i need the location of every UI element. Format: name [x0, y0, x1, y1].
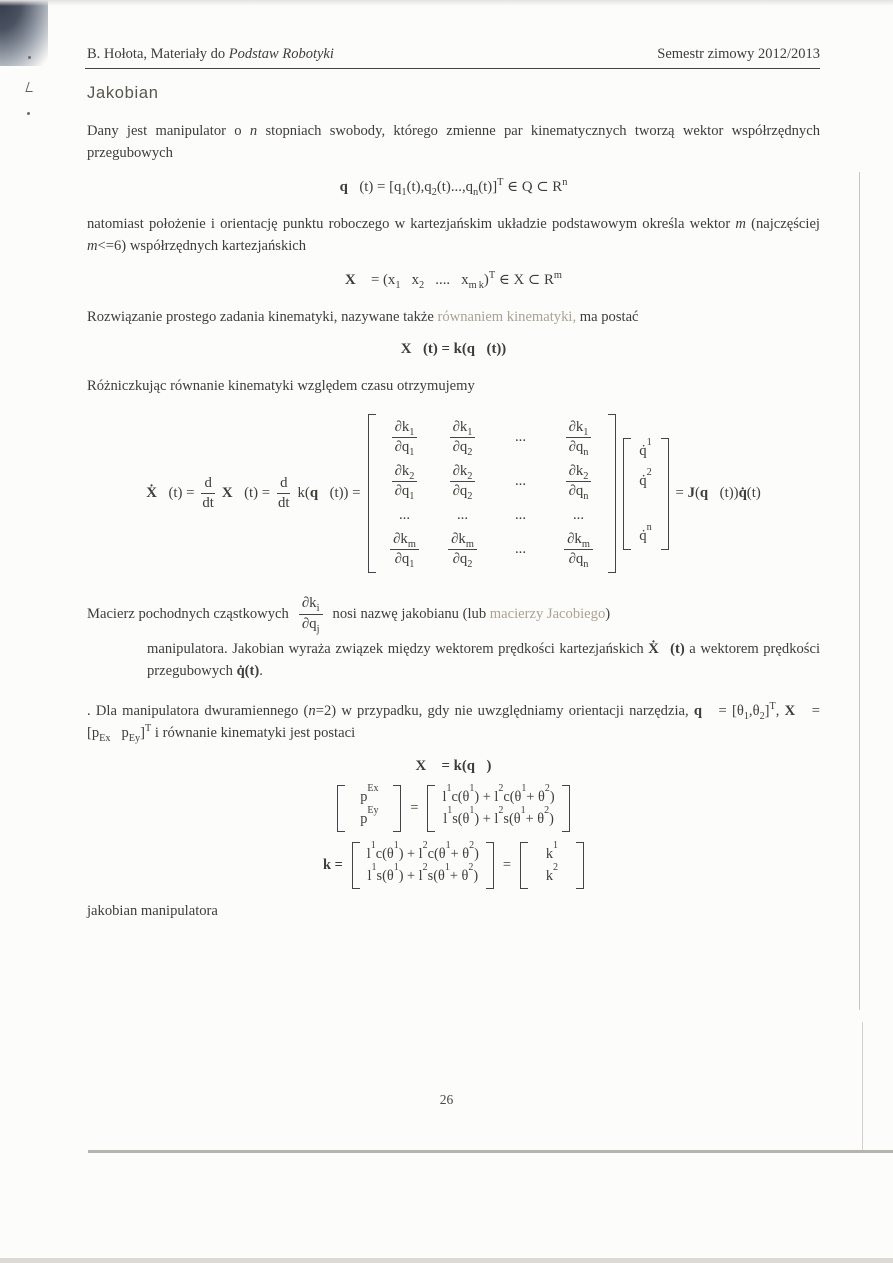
equation-x-k-q: X⃗ = k(q⃗) — [415, 757, 492, 774]
right-bracket — [608, 414, 616, 573]
matrix-cell: $\frac{\partial k_2}{\partial q_n}$ — [558, 463, 600, 500]
matrix-cell: l 1 c(θ 1 ) + l 2 c(θ 1 + θ 2 ) — [442, 782, 555, 805]
left-bracket — [352, 842, 360, 889]
matrix-cell: $\frac{\partial k_1}{\partial q_1}$ — [384, 419, 426, 456]
matrix-row — [442, 804, 554, 828]
matrix-cell: k 1 — [545, 839, 559, 862]
qdot-vector — [623, 438, 669, 550]
matrix-cell: $\frac{\partial k_m}{\partial q_1}$ — [384, 531, 426, 568]
header-rule — [85, 68, 820, 69]
matrix-cell: ... — [514, 429, 527, 446]
right-bracket — [576, 842, 584, 889]
k-vector — [352, 839, 494, 889]
forward-kinematics-vector — [427, 782, 569, 832]
paragraph-intro: Dany jest manipulator o n stopniach swobody, którego zmienne par kinematycznych tworzą wektor współrzędnych przegubowych — [87, 123, 820, 161]
scan-bottom-line — [88, 1150, 893, 1153]
equation-q-vector: q⃗(t) = $[q_1(t),q_2(t)...,q_n(t)]^T$ ∈ Q ⊂ $R^n$ — [339, 176, 568, 198]
matrix-cell: l 1 c(θ 1 ) + l 2 c(θ 1 + θ 2 ) — [366, 839, 479, 862]
scan-vertical-line — [862, 1022, 863, 1150]
paragraph-cartesian: natomiast położenie i orientację punktu roboczego w kartezjańskim układzie podstawowym określa wektor m (najczęściej m<=6) współrzędnych kartezjańskich — [87, 215, 820, 254]
matrix-row — [636, 521, 656, 545]
left-bracket — [427, 785, 435, 832]
jacobian-def-before: Macierz pochodnych cząstkowych — [87, 605, 289, 622]
page-header — [87, 46, 820, 63]
right-bracket — [393, 785, 401, 832]
matrix-cell: l 1 s(θ 1 ) + l 2 s(θ 1 + θ 2 ) — [367, 861, 479, 884]
left-bracket — [623, 438, 631, 550]
right-bracket — [661, 438, 669, 550]
scan-bottom-edge — [0, 1258, 893, 1263]
matrix-cell: ... — [456, 507, 469, 524]
matrix-cell: p Ey — [360, 804, 379, 827]
jacobian-equation — [87, 414, 820, 573]
matrix-cell: ... — [514, 507, 527, 524]
matrix-cell: ... — [514, 473, 527, 490]
equals-sign: = — [502, 856, 511, 873]
header-left-plain: B. Hołota, Materiały do — [87, 46, 229, 62]
jacobian-def-after: nosi nazwę jakobianu (lub macierzy Jacobiego) — [332, 605, 611, 622]
caption-jacobian: jakobian manipulatora — [87, 902, 218, 919]
equals-sign: = — [410, 799, 419, 816]
header-right: Semestr zimowy 2012/2013 — [657, 46, 820, 62]
matrix-row — [535, 861, 569, 885]
matrix-row — [636, 466, 656, 490]
matrix-cell: $\frac{\partial k_2}{\partial q_2}$ — [442, 463, 484, 500]
paragraph-differentiate: Różniczkując równanie kinematyki względem czasu otrzymujemy — [87, 378, 475, 395]
matrix-row — [366, 839, 479, 863]
page-title: Jakobian — [87, 84, 159, 102]
matrix-cell: ... — [572, 507, 585, 524]
left-bracket — [368, 414, 376, 573]
matrix-row — [384, 463, 600, 503]
matrix-cell: ... — [398, 507, 411, 524]
matrix-row — [367, 861, 479, 885]
matrix-cell: $\frac{\partial k_m}{\partial q_n}$ — [558, 531, 600, 568]
matrix-cell: l 1 s(θ 1 ) + l 2 s(θ 1 + θ 2 ) — [443, 804, 554, 827]
header-left — [87, 46, 334, 63]
matrix-cell: $\frac{\partial k_m}{\partial q_2}$ — [442, 531, 484, 568]
matrix-cell: $\frac{\partial k_2}{\partial q_1}$ — [384, 463, 426, 500]
matrix-cell: $\frac{\partial k_1}{\partial q_2}$ — [442, 419, 484, 456]
matrix-row — [442, 782, 555, 806]
k-label: k = — [323, 856, 343, 873]
equation-x-vector: X⃗ = ($x_1$ $x_2$ .... $x_{m k})^T$ ∈ X ⊂ $R^m$ — [345, 269, 562, 291]
left-bracket — [337, 785, 345, 832]
right-bracket — [486, 842, 494, 889]
matrix-cell: q̇ n — [639, 521, 652, 544]
page-number: 26 — [439, 1092, 454, 1107]
matrix-row — [535, 839, 569, 863]
equation-lhs: Ẋ⃗(t) = — [146, 485, 195, 502]
matrix-cell: q̇ 2 — [639, 466, 652, 489]
left-bracket — [520, 842, 528, 889]
ddt-fraction: $\frac{d}{dt}$ — [278, 475, 290, 512]
inline-partial-fraction: $\frac{\partial k_i}{\partial q_j}$ — [299, 595, 323, 632]
matrix-row — [384, 531, 600, 571]
paragraph-jacobian-def-line1 — [87, 595, 820, 635]
paragraph-two-link: . Dla manipulatora dwuramiennego (n=2) w przypadku, gdy nie uwzględniamy orientacji narzędzia, q⃗ = $[\theta_1,\theta_2]^T$, X⃗ = [$p_{Ex}$ $p_{Ey}]^T$ i równanie kinematyki jest postaci — [87, 701, 820, 744]
matrix-cell: ... — [514, 541, 527, 558]
matrix-row — [384, 419, 600, 459]
paragraph-jacobian-def-cont: manipulatora. Jakobian wyraża związek między wektorem prędkości kartezjańskich Ẋ⃗(t) a wektorem prędkości przegubowych q̇(t). — [147, 640, 820, 680]
matrix-cell: p Ex — [360, 782, 379, 805]
matrix-row — [352, 782, 386, 806]
matrix-row — [636, 436, 656, 460]
equation-mid-k: k(q⃗(t)) = — [297, 485, 361, 502]
header-left-course-title: Podstaw Robotyki — [228, 46, 334, 62]
matrix-row — [352, 804, 386, 828]
equation-rhs: = J(q⃗(t))q̇(t) — [675, 485, 761, 502]
matrix-cell: q̇ 1 — [639, 436, 652, 459]
matrix-row — [384, 507, 600, 524]
paragraph-kinematics: Rozwiązanie prostego zadania kinematyki, nazywane także równaniem kinematyki, ma postać — [87, 308, 639, 325]
matrix-cell — [636, 503, 656, 515]
equation-pe-vector — [87, 782, 820, 832]
ddt-fraction: $\frac{d}{dt}$ — [202, 475, 214, 512]
jacobian-matrix — [368, 414, 616, 573]
matrix-row — [636, 503, 656, 515]
matrix-cell: $\frac{\partial k_1}{\partial q_n}$ — [558, 419, 600, 456]
matrix-cell: k 2 — [545, 861, 559, 884]
equation-k-definition — [87, 839, 820, 889]
k-components-vector — [520, 839, 584, 889]
equation-kinematics: X⃗(t) = k(q⃗(t)) — [400, 341, 507, 358]
equation-mid-x: X⃗(t) = — [221, 485, 271, 502]
pe-vector — [337, 782, 401, 832]
right-bracket — [562, 785, 570, 832]
